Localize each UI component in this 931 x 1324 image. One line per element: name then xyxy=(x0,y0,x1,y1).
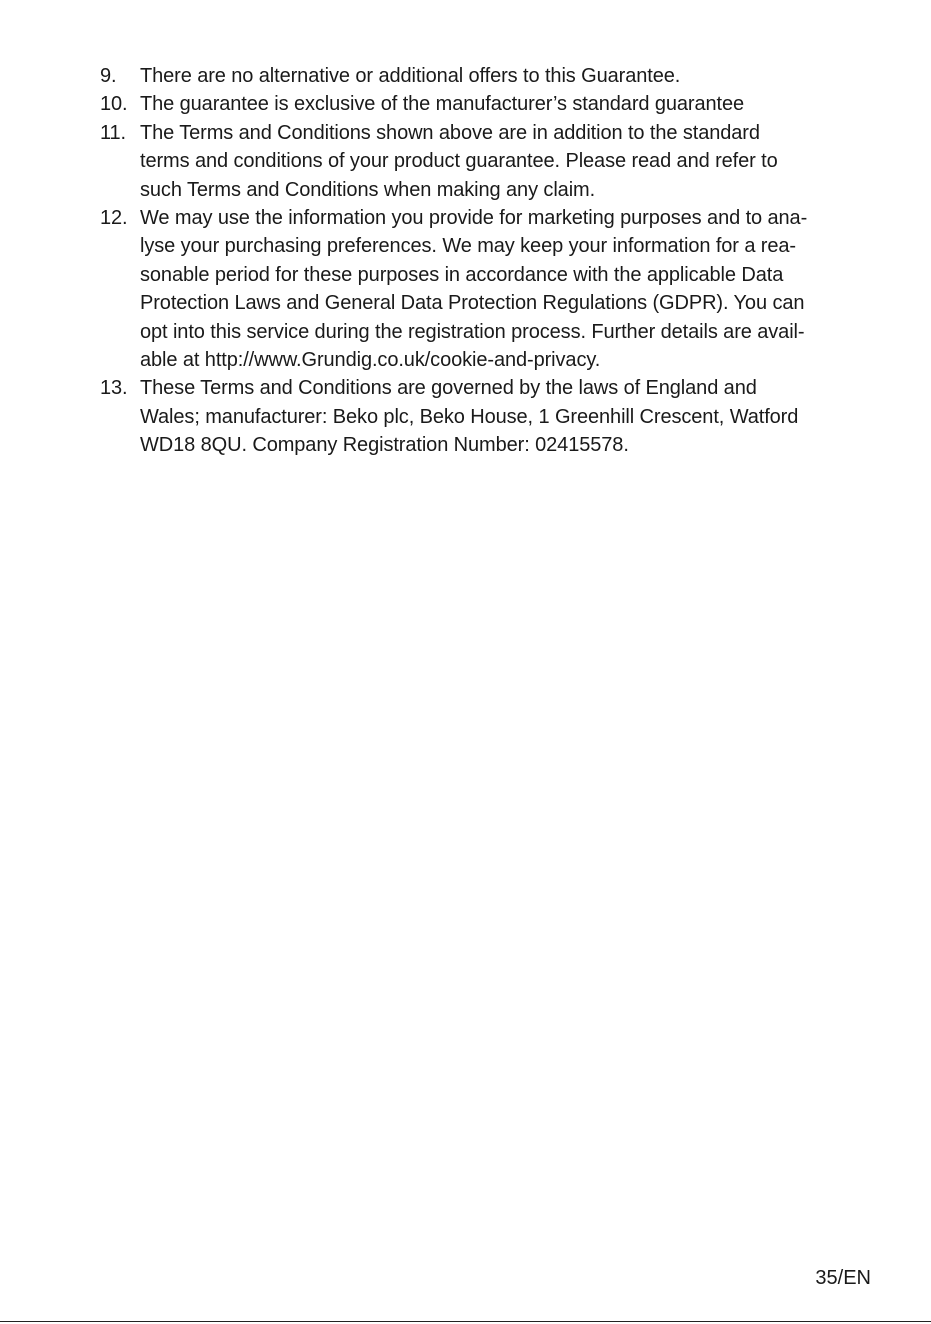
term-number: 11. xyxy=(100,121,127,144)
term-text: The Terms and Conditions shown above are in addition to the standard terms and conditions of your product guarantee. Please read and refer to such Terms and Conditions when making any claim. xyxy=(140,121,778,201)
term-item-10 xyxy=(100,90,880,118)
term-item-12 xyxy=(100,204,880,374)
term-text: These Terms and Conditions are governed by the laws of England and Wales; manufacturer: Beko plc, Beko House, 1 Greenhill Crescent, Watford WD18 8QU. Company Registration Number: 02415578. xyxy=(140,377,799,457)
terms-list xyxy=(100,62,880,460)
term-item-11 xyxy=(100,119,880,204)
term-text: We may use the information you provide for marketing purposes and to ana- lyse your purchasing preferences. We may keep your information for a rea- sonable period for these purposes in accordance with the applicable Data Protection Laws and General Data Protection Regulations (GDPR). You can opt into this service during the registration process. Further details are avail- able at http://www.Grundig.co.uk/cookie-and-privacy. xyxy=(140,207,808,372)
bottom-divider xyxy=(0,1321,931,1322)
term-number: 10. xyxy=(100,93,128,116)
term-text: The guarantee is exclusive of the manufacturer’s standard guarantee xyxy=(140,93,745,116)
term-number: 13. xyxy=(100,377,128,400)
term-number: 12. xyxy=(100,207,128,230)
term-number: 9. xyxy=(100,65,117,87)
page-number: 35/EN xyxy=(815,1267,871,1289)
term-item-9 xyxy=(100,62,880,90)
term-item-13 xyxy=(100,374,880,459)
term-text: There are no alternative or additional offers to this Guarantee. xyxy=(140,65,681,87)
